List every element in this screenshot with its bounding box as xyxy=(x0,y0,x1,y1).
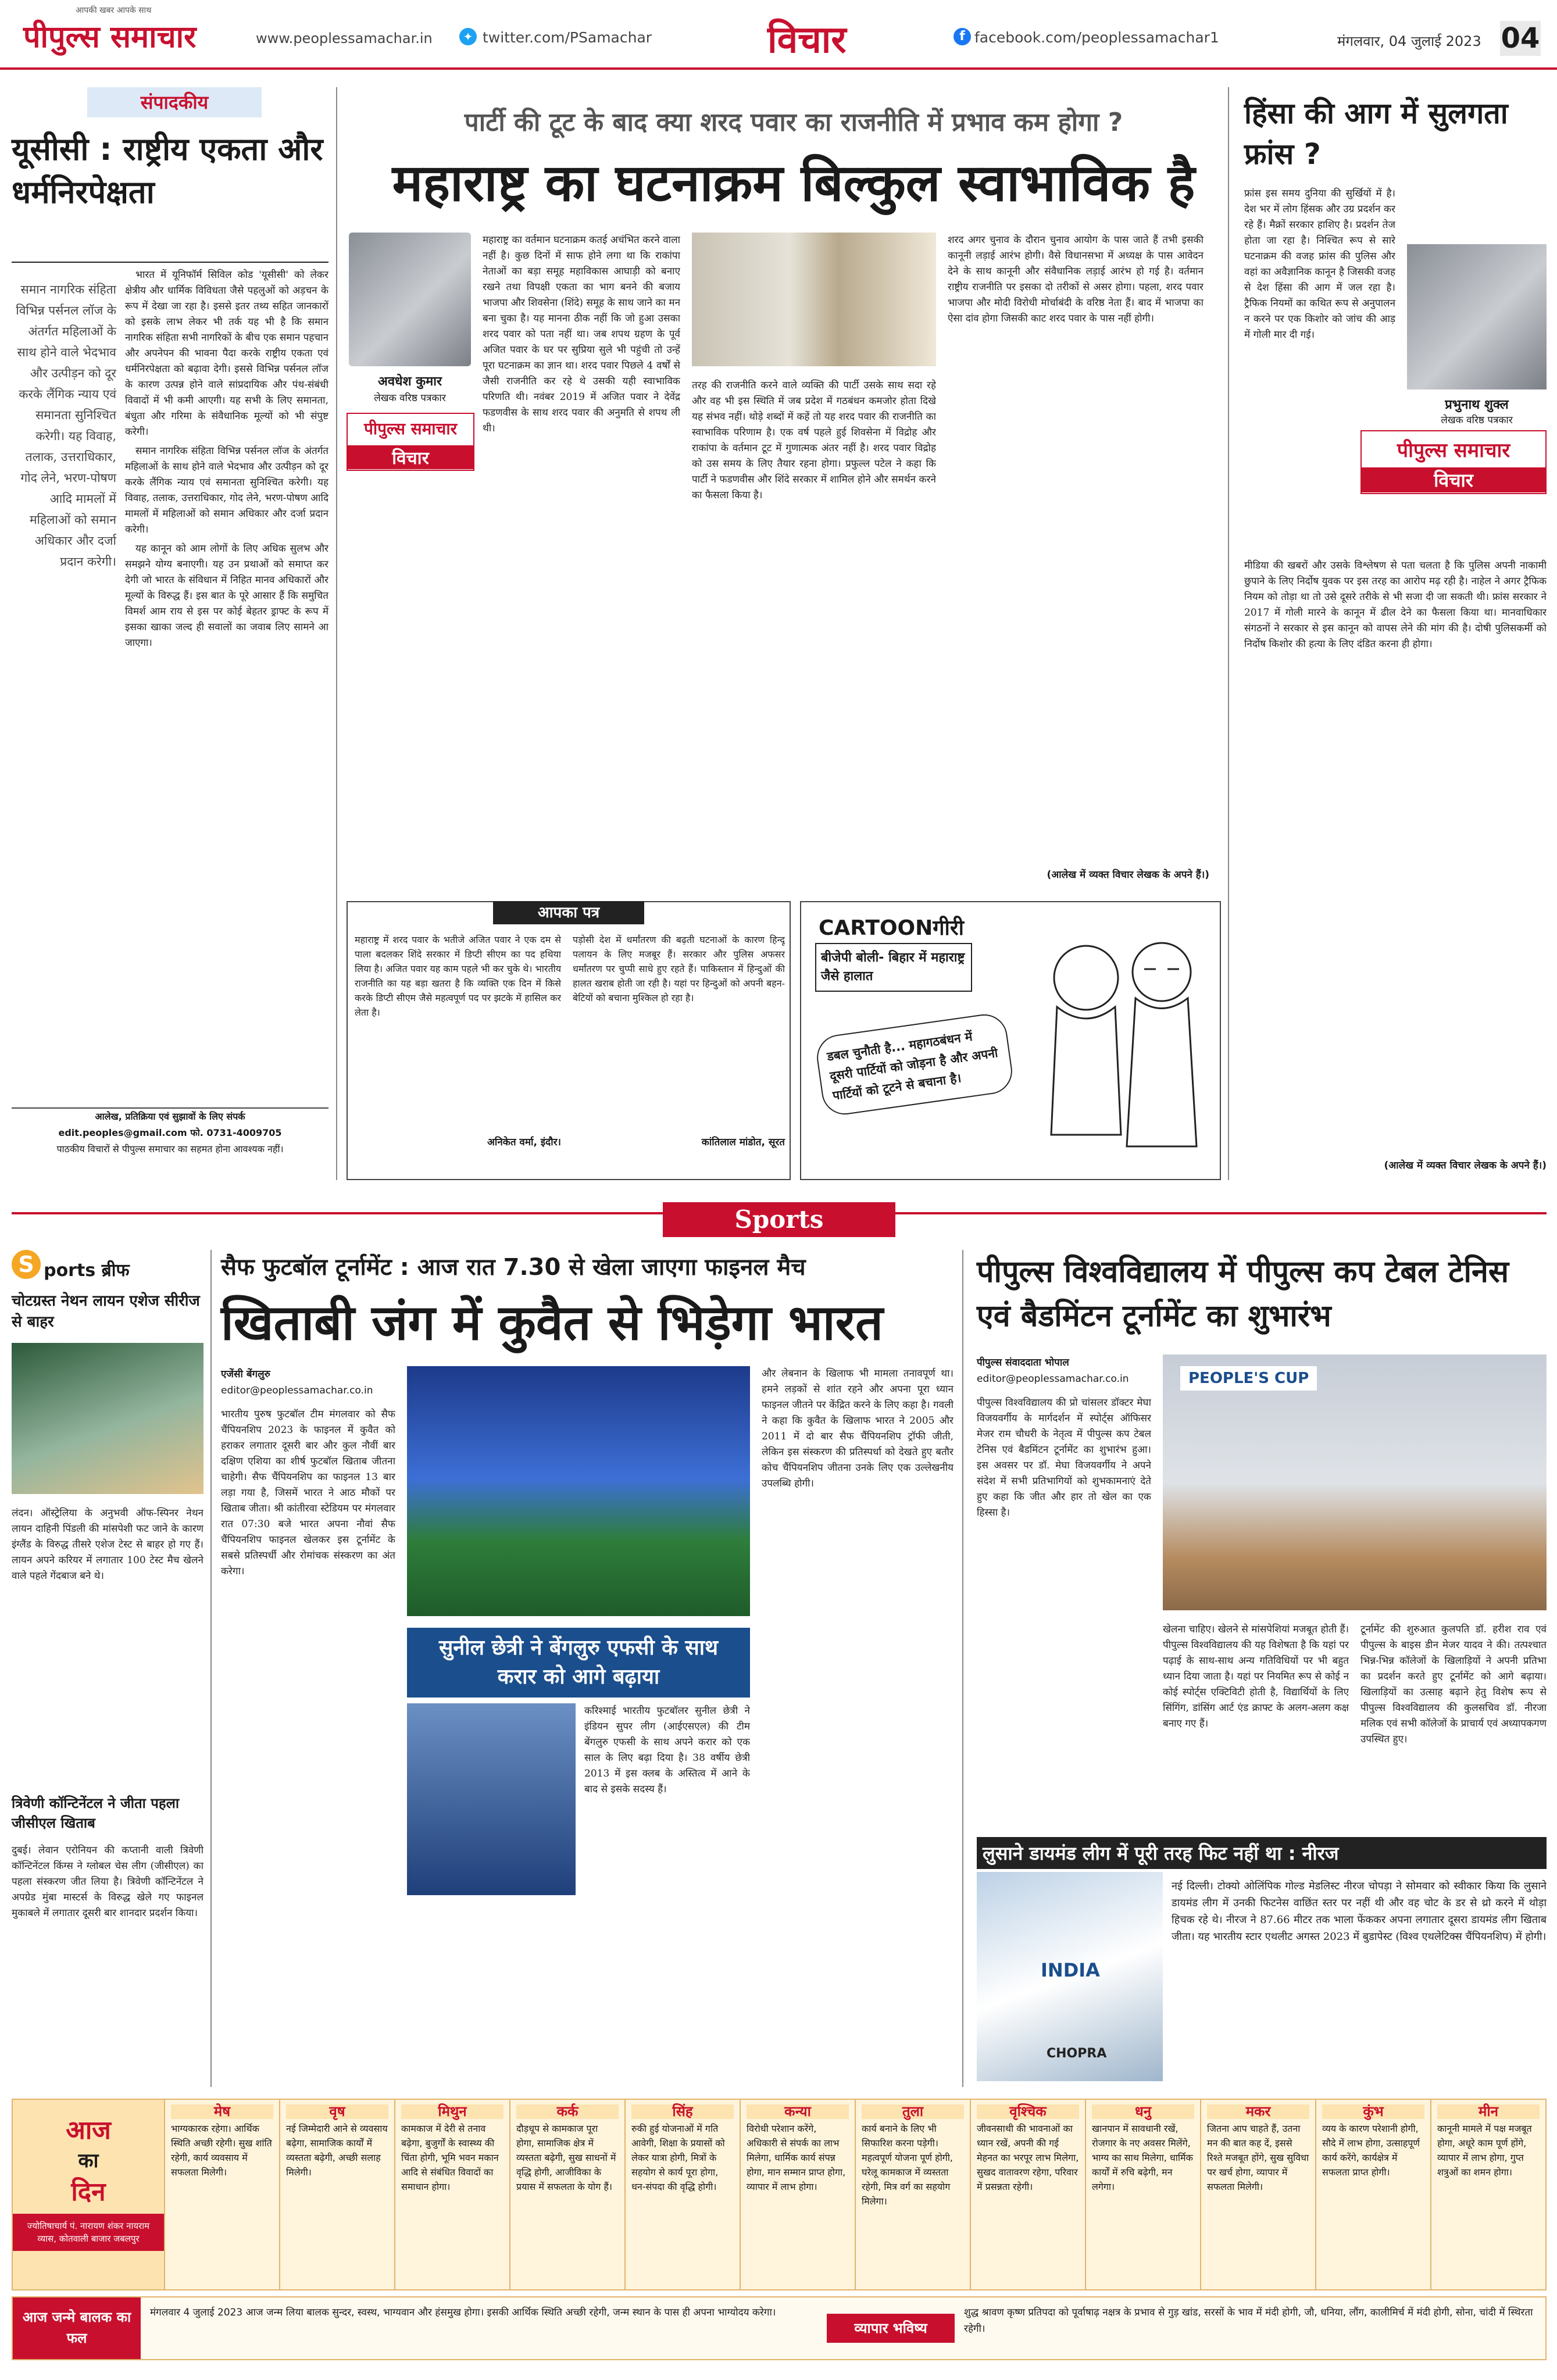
author-photo-prabhunath xyxy=(1407,244,1547,389)
editorial-paragraph: समान नागरिक संहिता विभिन्न पर्सनल लॉज के अंतर्गत महिलाओं के साथ होने वाले भेदभाव और उत्पीड़न को दूर करके लैंगिक न्याय एवं समानता सुनिश्चित करेगी। यह विवाह, तलाक, उत्तराधिकार, गोद लेने, भरण-पोषण आदि मामलों में महिलाओं को समान अधिकार और दर्जा प्रदान करेगी। xyxy=(125,445,328,535)
lead-brand-logo: पीपुल्स समाचार xyxy=(363,419,458,438)
france-author: प्रभुनाथ शुक्ल xyxy=(1445,398,1509,412)
rashi-card xyxy=(624,2100,740,2289)
lead-column-3: शरद अगर चुनाव के दौरान चुनाव आयोग के पास जाते हैं तभी इसकी कानूनी लड़ाई आरंभ होगी। वैसे विधानसभा में अध्यक्ष के पास आवेदन देने के साथ कानूनी और संवैधानिक लड़ाई आरंभ हो गई है। वर्तमान राष्ट्रीय राजनीति पर इसका दो तरीकों से असर होगा। पहला, शरद पवार भाजपा और मोदी विरोधी मोर्चाबंदी के वरिष्ठ नेता हैं। बाद में भाजपा का ऐसा दांव होगा जिसकी काट शरद पवार के पास नहीं होगी। xyxy=(948,234,1204,324)
letters-box xyxy=(347,901,791,1180)
twitter-link[interactable]: twitter.com/PSamachar xyxy=(483,29,652,46)
tt-banner-text: PEOPLE'S CUP xyxy=(1180,1366,1317,1391)
rashi-name: मकर xyxy=(1207,2104,1309,2119)
rashi-card xyxy=(1430,2100,1545,2289)
lead-brand-box xyxy=(347,413,474,471)
trade-text: शुद्ध श्रावण कृष्ण प्रतिपदा को पूर्वाषाढ़ नक्षत्र के प्रभाव से गुड़ खांड, सरसों के भाव में मंदी होगी, जौ, धनिया, लौंग, कालीमिर्च में मंदी होगी, सोना, चांदी में स्थिरता रहेगी। xyxy=(964,2307,1533,2335)
lead-note: (आलेख में व्यक्त विचार लेखक के अपने हैं।) xyxy=(1047,869,1209,881)
editorial-footer xyxy=(12,1107,328,1160)
lead-headline: महाराष्ट्र का घटनाक्रम बिल्कुल स्वाभाविक है xyxy=(392,153,1195,213)
tt-headline: पीपुल्स विश्वविद्यालय में पीपुल्स कप टेबल टेनिस एवं बैडमिंटन टूर्नामेंट का शुभारंभ xyxy=(977,1255,1509,1334)
photo-team-india-trophy xyxy=(407,1366,750,1616)
rashi-name: धनु xyxy=(1092,2104,1194,2119)
brief-headline-lyon: चोटग्रस्त नेथन लायन एशेज सीरीज से बाहर xyxy=(12,1292,200,1331)
rashi-name: तुला xyxy=(862,2104,964,2119)
letter-right: पड़ोसी देश में धर्मांतरण की बढ़ती घटनाओं के कारण हिन्दू पलायन के लिए मजबूर हैं। सरकार और पुलिस अफसर धर्मांतरण पर चुप्पी साधे हुए रहते हैं। पाकिस्तान में हिन्दुओं की हालत खराब होती जा रही है। यहां पर हिन्दुओं को अपनी बहन-बेटियों को बचाना मुश्किल हो रहा है। xyxy=(573,934,785,1003)
france-note: (आलेख में व्यक्त विचार लेखक के अपने हैं।) xyxy=(1384,1160,1547,1171)
photo-neeraj-chopra xyxy=(977,1872,1163,2081)
chhetri-body: करिश्माई भारतीय फुटबॉलर सुनील छेत्री ने इंडियन सुपर लीग (आईएसएल) की टीम बेंगलुरु एफसी के साथ अपने करार को एक साल के लिए बढ़ा दिया है। 38 वर्षीय छेत्री 2013 में इस क्लब के अस्तित्व में आने के बाद से इसके सदस्य हैं। xyxy=(584,1705,750,1795)
france-title: हिंसा की आग में सुलगता फ्रांस ? xyxy=(1244,97,1508,171)
football-column-1: भारतीय पुरुष फुटबॉल टीम मंगलवार को सैफ चैंपियनशिप 2023 के फाइनल में कुवैत को हराकर लगातार दूसरी बार और कुल नौवीं बार दक्षिण एशिया का शीर्ष फुटबॉल खिताब जीतना चाहेगी। सैफ चैंपियनशिप का फाइनल 13 बार लड़ा गया है, जिसमें भारत ने आठ मौकों पर खिताब जीता। श्री कांतीरवा स्टेडियम पर मंगलवार रात 07:30 बजे भारत अपना नौवां सैफ चैंपियनशिप फाइनल खेलकर इस टूर्नामेंट के सबसे प्रतिस्पर्धी और रोमांचक संस्करण का अंत करेगा। xyxy=(221,1409,395,1577)
jersey-india: INDIA xyxy=(1041,1959,1100,1981)
rashi-card xyxy=(164,2100,279,2289)
rashi-name: मीन xyxy=(1437,2104,1540,2119)
rashi-text: जितना आप चाहते हैं, उतना मन की बात कह दें, इससे रिश्ते मजबूत होंगे, सुख सुविधा पर खर्च होगा, व्यापार में सफलता मिलेगी। xyxy=(1207,2123,1309,2192)
france-brand-logo: पीपुल्स समाचार xyxy=(1397,439,1510,462)
editorial-column xyxy=(12,87,328,1215)
section-title: विचार xyxy=(767,19,847,62)
chhetri-box xyxy=(407,1628,750,2081)
editorial-contact-label: आलेख, प्रतिक्रिया एवं सुझावों के लिए संपर्क xyxy=(95,1111,245,1122)
editorial-title: यूसीसी : राष्ट्रीय एकता और धर्मनिरपेक्षता xyxy=(12,131,323,210)
letters-title: आपका पत्र xyxy=(493,901,644,924)
rashi-card xyxy=(1315,2100,1430,2289)
facebook-link[interactable]: facebook.com/peoplessamachar1 xyxy=(974,29,1219,46)
birth-strip xyxy=(12,2296,1547,2360)
cartoon-bubble: डबल चुनौती है... महागठबंधन में दूसरी पार्टियों को जोड़ना है और अपनी पार्टियों को टूटने से बचाना है। xyxy=(814,1012,1015,1118)
jersey-chopra: CHOPRA xyxy=(1047,2046,1107,2061)
sports-brief-column xyxy=(12,1250,203,2087)
france-author-role: लेखक वरिष्ठ पत्रकार xyxy=(1441,414,1513,426)
editorial-paragraph: भारत में यूनिफॉर्म सिविल कोड 'यूसीसी' को लेकर क्षेत्रीय और धार्मिक विविधता जैसे पहलुओं को अड़चन के रूप में देखा जा रहा है। इससे इतर तथ्य सहित जानकारों को इसके लाभ लेकर भी तर्क यह भी है कि समान नागरिक संहिता सभी नागरिकों के बीच एक समान पहचान और अपनेपन की भावना पैदा करके राष्ट्रीय एकता एवं धर्मनिरपेक्षता को बढ़ावा देगी। इससे विभिन्न पर्सनल लॉज के कारण उत्पन्न होने वाले सांप्रदायिक और पंथ-संबंधी विवादों में भी कमी आएगी। यह सभी के लिए समानता, बंधुता और गरिमा के संवैधानिक मूल्यों को भी संपुष्ट करेगी। xyxy=(125,269,328,438)
neeraj-headline: लुसाने डायमंड लीग में पूरी तरह फिट नहीं था : नीरज xyxy=(977,1837,1547,1869)
football-byline-email[interactable]: editor@peoplessamachar.co.in xyxy=(221,1385,373,1396)
horoscope-astrologer: ज्योतिषाचार्य पं. नारायण शंकर नायराम व्यास, कोतवाली बाजार जबलपुर xyxy=(13,2214,164,2251)
lead-column-2: तरह की राजनीति करने वाले व्यक्ति की पार्टी उसके साथ सदा रहे और वह भी इस स्थिति में जब प्रदेश में गठबंधन कमजोर होता दिखे यह संभव नहीं। थोड़े शब्दों में कहें तो यह शरद पवार की राजनीति का स्वाभाविक परिणाम है। एक वर्ष पहले हुई शिवसेना में विद्रोह और राकांपा के वर्तमान टूट में गुणात्मक अंतर नहीं है। शरद पवार विद्रोह को उस समय के लिए तैयार रहना होगा। प्रफुल्ल पटेल ने कहा कि पार्टी ने फडणवीस और शिंदे सरकार में शामिल होने और समर्थन करने का फैसला किया है। xyxy=(692,380,936,501)
tt-byline-name: पीपुल्स संवाददाता भोपाल xyxy=(977,1357,1069,1368)
rashi-name: मेष xyxy=(171,2104,273,2119)
rashi-text: कानूनी मामले में पक्ष मजबूत होगा, अधूरे काम पूर्ण होंगे, व्यापार में लाभ होगा, गुप्त शत्रुओं का शमन होगा। xyxy=(1437,2123,1532,2178)
brief-headline-gcl: त्रिवेणी कॉन्टिनेंटल ने जीता पहला जीसीएल खिताब xyxy=(12,1795,180,1831)
rashi-card xyxy=(509,2100,624,2289)
football-byline xyxy=(221,1366,395,1399)
twitter-icon: ✦ xyxy=(459,28,477,45)
masthead xyxy=(0,0,1557,70)
sports-brief-s: S xyxy=(12,1250,41,1279)
photo-sunil-chhetri xyxy=(407,1703,576,1895)
photo-tt-tournament xyxy=(1163,1355,1547,1610)
tt-byline xyxy=(977,1355,1151,1387)
france-brand-box xyxy=(1360,430,1547,494)
rashi-text: खानपान में सावधानी रखें, रोजगार के नए अवसर मिलेंगे, भाग्य का साथ मिलेगा, धार्मिक कार्यों में रुचि बढ़ेगी, मन लगेगा। xyxy=(1092,2123,1193,2192)
lead-column-1: महाराष्ट्र का वर्तमान घटनाक्रम कतई अचंभित करने वाला नहीं है। कुछ दिनों में साफ होने लगा था कि राकांपा नेताओं का बड़ा समूह महाविकास आघाड़ी को बनाए रखने तथा विपक्षी एकता का भाग बनने की बजाय भाजपा और शिवसेना (शिंदे) समूह के साथ जाने का मन बना चुका है। यह मानना ठीक नहीं कि जो हुआ उसका शरद पवार को पता नहीं था। जब शपथ ग्रहण के पूर्व अजित पवार के घर पर सुप्रिया सुले भी पहुंची तो उन्हें पूरा घटनाक्रम का ज्ञान था। शरद पवार पिछले 4 वर्षों से जैसी राजनीति कर रहे थे उसकी यही स्वाभाविक परिणति थी। नवंबर 2019 में अजित पवार ने देवेंद्र फडणवीस के साथ शरद पवार की अनुमति से शपथ ली थी। xyxy=(483,234,680,434)
masthead-logo: पीपुल्स समाचार xyxy=(23,20,197,55)
tt-byline-email[interactable]: editor@peoplessamachar.co.in xyxy=(977,1373,1129,1385)
letter-left-signature: अनिकेत वर्मा, इंदौर। xyxy=(487,1137,561,1148)
rashi-grid xyxy=(164,2100,1545,2289)
masthead-logo-tag: आपकी खबर आपके साथ xyxy=(76,6,152,15)
lead-photo-leaders xyxy=(692,233,936,366)
letter-right-signature: कांतिलाल मांडोत, सूरत xyxy=(701,1137,785,1148)
horoscope-title-box xyxy=(13,2100,164,2289)
rashi-text: कामकाज में देरी से तनाव बढ़ेगा, बुजुर्गों के स्वास्थ्य की चिंता होगी, भूमि भवन मकान आदि से संबंधित विवादों का समाधान होगा। xyxy=(401,2123,499,2192)
rashi-text: नई जिम्मेदारी आने से व्यवसाय बढ़ेगा, सामाजिक कार्यों में व्यस्तता बढ़ेगी, अच्छी सलाह मिलेगी। xyxy=(286,2123,388,2178)
editorial-pull-quote: समान नागरिक संहिता विभिन्न पर्सनल लॉज के अंतर्गत महिलाओं के साथ होने वाले भेदभाव और उत्पीड़न को दूर करके लैंगिक न्याय एवं समानता सुनिश्चित करेगी। यह विवाह, तलाक, उत्तराधिकार, गोद लेने, भरण-पोषण आदि मामलों में महिलाओं को समान अधिकार और दर्जा प्रदान करेगी। xyxy=(16,283,116,569)
france-body-2: मीडिया की खबरों और उसके विश्लेषण से पता चलता है कि पुलिस अपनी नाकामी छुपाने के लिए निर्दोष युवक पर इस तरह का आरोप मढ़ रही है। नाहेल ने अगर ट्रैफिक नियम को तोड़ा था तो उसे दूसरे तरीके से भी सजा दी जा सकती थी। फ्रांस सरकार ने 2017 में गोली मारने के कानून में ढील देने का फैसला किया था। मानवाधिकार संगठनों ने सरकार से इस कानून को वापस लेने की मांग की है। दोषी पुलिसकर्मी को निर्दोष किशोर की हत्या के लिए दंडित करना ही होगा। xyxy=(1244,560,1547,650)
editorial-body xyxy=(125,267,328,1093)
rashi-name: कुंभ xyxy=(1322,2104,1424,2119)
tt-column-1: पीपुल्स विश्वविद्यालय की प्रो चांसलर डॉक्टर मेघा विजयवर्गीय के मार्गदर्शन में स्पोर्ट्स ऑफिसर मेजर राम चौधरी के नेतृत्व में पीपुल्स कप टेबल टेनिस एवं बैडमिंटन टूर्नामेंट का शुभारंभ हुआ। इस अवसर पर डॉ. मेघा विजयवर्गीय ने अपने संदेश में सभी प्रतिभागियों को शुभकामनाएं देते हुए कहा कि जीत और हार तो खेल का एक हिस्सा है। xyxy=(977,1397,1151,1518)
neeraj-body: नई दिल्ली। टोक्यो ओलिंपिक गोल्ड मेडलिस्ट नीरज चोपड़ा ने सोमवार को स्वीकार किया कि लुसाने डायमंड लीग में उनकी फिटनेस वाछिंत स्तर पर नहीं थी और वह चोट के डर से थ्रो करने में थोड़ा हिचक रहे थे। नीरज ने 87.66 मीटर तक भाला फेंककर अपना लगातार दूसरा डायमंड लीग खिताब जीता। यह भारतीय स्टार एथलीट अगस्त 2023 में बुडापेस्ट (विश्व एथलेटिक्स चैंपियनशिप) में होगी। xyxy=(1172,1880,1547,1943)
horoscope-title-3: दिन xyxy=(71,2177,106,2207)
football-column-2: और लेबनान के खिलाफ भी मामला तनावपूर्ण था। हमने लड़कों से शांत रहने और अपना पूरा ध्यान फाइनल जीतने पर केंद्रित करने के लिए कहा है। गवली ने कहा कि कुवैत के खिलाफ भारत ने 2005 और 2011 में दो बार सैफ चैंपियनशिप ट्रॉफी जीती, लेकिन इस संस्करण की प्रतिस्पर्धा को देखते हुए बतौर कोच चैंपियनशिप जीतना उनके लिए एक उल्लेखनीय उपलब्धि होगी। xyxy=(762,1368,954,1489)
editorial-contact-email[interactable]: edit.peoples@gmail.com फो. 0731-4009705 xyxy=(58,1127,282,1138)
cartoon-caption: बीजेपी बोली- बिहार में महाराष्ट्र जैसे हालात xyxy=(815,943,972,992)
issue-date: मंगलवार, 04 जुलाई 2023 xyxy=(1337,33,1481,49)
brief-body-lyon: लंदन। ऑस्ट्रेलिया के अनुभवी ऑफ-स्पिनर नेथन लायन दाहिनी पिंडली की मांसपेशी फट जाने के कारण इंग्लैंड के विरुद्ध तीसरे एशेज टेस्ट से बाहर हो गए हैं। लायन अपने करियर में लगातार 100 टेस्ट मैच खेलने वाले पहले गेंदबाज बने थे। xyxy=(12,1507,203,1582)
birth-label: आज जन्मे बालक का फल xyxy=(13,2297,141,2359)
cartoon-title: CARTOONगीरी xyxy=(819,916,964,940)
rashi-card xyxy=(855,2100,970,2289)
rashi-name: सिंह xyxy=(631,2104,734,2119)
brief-body-gcl: दुबई। लेवान एरोनियन की कप्तानी वाली त्रिवेणी कॉन्टिनेंटल किंग्स ने ग्लोबल चेस लीग (जीसीएल) का पहला संस्करण जीत लिया है। त्रिवेणी कॉन्टिनेंटल ने अपग्रेड मुंबा मास्टर्स के विरुद्ध खेले गए फाइनल मुकाबले में लगातार दूसरी बार शानदार प्रदर्शन किया। xyxy=(12,1845,203,1919)
author-photo-avadhesh xyxy=(349,233,471,366)
editorial-paragraph: यह कानून को आम लोगों के लिए अधिक सुलभ और समझने योग्य बनाएगी। यह उन प्रथाओं को समाप्त कर देगी जो भारत के संविधान में निहित मानव अधिकारों और मूल्यों के विरुद्ध हैं। इस बात के पूरे आसार हैं कि समुचित विमर्श आम राय से इस पर कोई बेहतर ड्राफ्ट के रूप में इसका खाका जल्द ही सवालों का जवाब लिए सामने आ जाएगा। xyxy=(125,543,328,649)
facebook-icon: f xyxy=(954,28,971,45)
france-body-1: फ्रांस इस समय दुनिया की सुर्खियों में है। देश भर में लोग हिंसक और उग्र प्रदर्शन कर रहे हैं। मैक्रों सरकार हाशिए है। प्रदर्शन तेज होता जा रहा है। निश्चित रूप से सारे घटनाक्रम की वजह फ्रांस की पुलिस और वहां का अवैज्ञानिक कानून है जिसकी वजह से देश हिंसा की आग में जल रहा है। ट्रैफिक नियमों का कथित रूप से अनुपालन न करने पर एक किशोर को जांच की आड़ में गोली मार दी गई। xyxy=(1244,188,1395,341)
rashi-text: विरोधी परेशान करेंगे, अधिकारी से संपर्क का लाभ मिलेगा, धार्मिक कार्य संपन्न होगा, मान सम्मान प्राप्त होगा, व्यापार में लाभ होगा। xyxy=(747,2123,846,2192)
horoscope-strip xyxy=(12,2099,1547,2290)
rashi-text: जीवनसाथी की भावनाओं का ध्यान रखें, अपनी की गई मेहनत का भरपूर लाभ मिलेगा, सुखद वातावरण रहेगा, परिवार में प्रसन्नता रहेगी। xyxy=(977,2123,1079,2192)
trade-label: व्यापार भविष्य xyxy=(827,2314,955,2343)
rashi-text: भाग्यकारक रहेगा। आर्थिक स्थिति अच्छी रहेगी। सुख शांति रहेगी, कार्य व्यवसाय में सफलता मिलेगी। xyxy=(171,2123,272,2178)
rashi-text: दौड़धूप से कामकाज पूरा होगा, सामाजिक क्षेत्र में व्यस्तता बढ़ेगी, सुख साधनों में वृद्धि होगी, आजीविका के प्रयास में सफलता के योग हैं। xyxy=(516,2123,616,2192)
cartoon-box xyxy=(800,901,1221,1180)
rashi-card xyxy=(1200,2100,1315,2289)
lead-brand-tag: विचार xyxy=(348,445,473,469)
sports-banner: Sports xyxy=(663,1202,895,1237)
rashi-text: कार्य बनाने के लिए भी सिफारिश करना पड़ेगी। महत्वपूर्ण योजना पूर्ण होगी, घरेलू कामकाज में व्यस्तता रहेगी, मित्र वर्ग का सहयोग मिलेगा। xyxy=(862,2123,953,2207)
rashi-card xyxy=(740,2100,855,2289)
lead-author-role: लेखक वरिष्ठ पत्रकार xyxy=(374,392,446,404)
france-brand-tag: विचार xyxy=(1362,467,1545,492)
rashi-card xyxy=(1085,2100,1200,2289)
website-link[interactable]: www.peoplessamachar.in xyxy=(256,30,433,47)
cartoon-illustration xyxy=(1022,914,1214,1175)
lead-author: अवधेश कुमार xyxy=(378,374,442,389)
rashi-card xyxy=(970,2100,1085,2289)
horoscope-title-1: आज xyxy=(66,2115,111,2145)
rashi-text: रुकी हुई योजनाओं में गति आवेगी, शिक्षा के प्रयासों को लेकर यात्रा होगी, मित्रों के सहयोग से कार्य पूरा होगा, धन-संपदा की वृद्धि होगी। xyxy=(631,2123,725,2192)
editorial-label: संपादकीय xyxy=(87,87,262,117)
editorial-disclaimer: पाठकीय विचारों से पीपुल्स समाचार का सहमत होना आवश्यक नहीं। xyxy=(56,1143,284,1155)
rashi-name: वृष xyxy=(286,2104,388,2119)
rashi-name: कर्क xyxy=(516,2104,619,2119)
rashi-name: कन्या xyxy=(747,2104,849,2119)
tt-column-3: टूर्नामेंट की शुरुआत कुलपति डॉ. हरीश राव एवं पीपुल्स के बाइस डीन मेजर यादव ने की। तत्पश्चात भिन्न-भिन्न कॉलेजों के खिलाड़ियों ने अपनी प्रतिभा का प्रदर्शन करते हुए टूर्नामेंट को आगे बढ़ाया। खिलाड़ियों का उत्साह बढ़ाने हेतु विशेष रूप से पीपुल्स विश्वविद्यालय की कुलसचिव डॉ. नीरजा मलिक एवं सभी कॉलेजों के प्राचार्य एवं अध्यापकगण उपस्थित हुए। xyxy=(1360,1624,1547,1745)
rashi-text: व्यय के कारण परेशानी होगी, सौदे में लाभ होगा, उत्साहपूर्ण कार्य करेंगे, कार्यक्षेत्र में सफलता प्राप्त होगी। xyxy=(1322,2123,1420,2178)
horoscope-title-2: का xyxy=(78,2149,99,2172)
football-kicker: सैफ फुटबॉल टूर्नामेंट : आज रात 7.30 से खेला जाएगा फाइनल मैच xyxy=(221,1254,806,1281)
rashi-card xyxy=(394,2100,509,2289)
lead-kicker: पार्टी की टूट के बाद क्या शरद पवार का राजनीति में प्रभाव कम होगा ? xyxy=(464,108,1123,137)
letter-left: महाराष्ट्र में शरद पवार के भतीजे अजित पवार ने एक दम से पाला बदलकर शिंदे सरकार में डिप्टी सीएम का पद हथिया लिया है। अजित पवार यह काम पहले भी कर चुके थे। भारतीय राजनीति का यह बड़ा खतरा है कि व्यक्ति एक दिन में किसे करके डिप्टी सीएम जैसे महत्वपूर्ण पद पर झटके में हासिल कर लेता है। xyxy=(355,934,561,1018)
sports-brief-label xyxy=(12,1250,203,1282)
tt-column-2: खेलना चाहिए। खेलने से मांसपेशियां मजबूत होती हैं। पीपुल्स विश्वविद्यालय की यह विशेषता है कि यहां पर पढ़ाई के साथ-साथ अन्य गतिविधियों पर भी बहुत ध्यान दिया जाता है। यहां पर नियमित रूप से कोई न कोई स्पोर्ट्स एक्टिविटी होती है, विद्यार्थियों के लिए सिंगिंग, डांसिंग आर्ट एंड क्राफ्ट के अलग-अलग कक्ष बनाए गए हैं। xyxy=(1163,1624,1349,1729)
football-headline: खिताबी जंग में कुवैत से भिड़ेगा भारत xyxy=(221,1294,883,1351)
photo-nathan-lyon xyxy=(12,1343,203,1494)
chhetri-headline: सुनील छेत्री ने बेंगलुरु एफसी के साथ करार को आगे बढ़ाया xyxy=(407,1628,750,1698)
page-number: 04 xyxy=(1501,22,1540,55)
rashi-name: मिथुन xyxy=(401,2104,503,2119)
rashi-name: वृश्चिक xyxy=(977,2104,1079,2119)
sports-brief-text: ports ब्रीफ xyxy=(44,1260,130,1281)
birth-text: मंगलवार 4 जुलाई 2023 आज जन्म लिया बालक सुन्दर, स्वस्थ, भाग्यवान और हंसमुख होगा। इसकी आर्थिक स्थिति अच्छी रहेगी, जन्म स्थान के पास ही अपना भाग्योदय करेगा। xyxy=(150,2307,776,2318)
rashi-card xyxy=(279,2100,394,2289)
football-byline-agency: एजेंसी बेंगलुरु xyxy=(221,1368,270,1380)
